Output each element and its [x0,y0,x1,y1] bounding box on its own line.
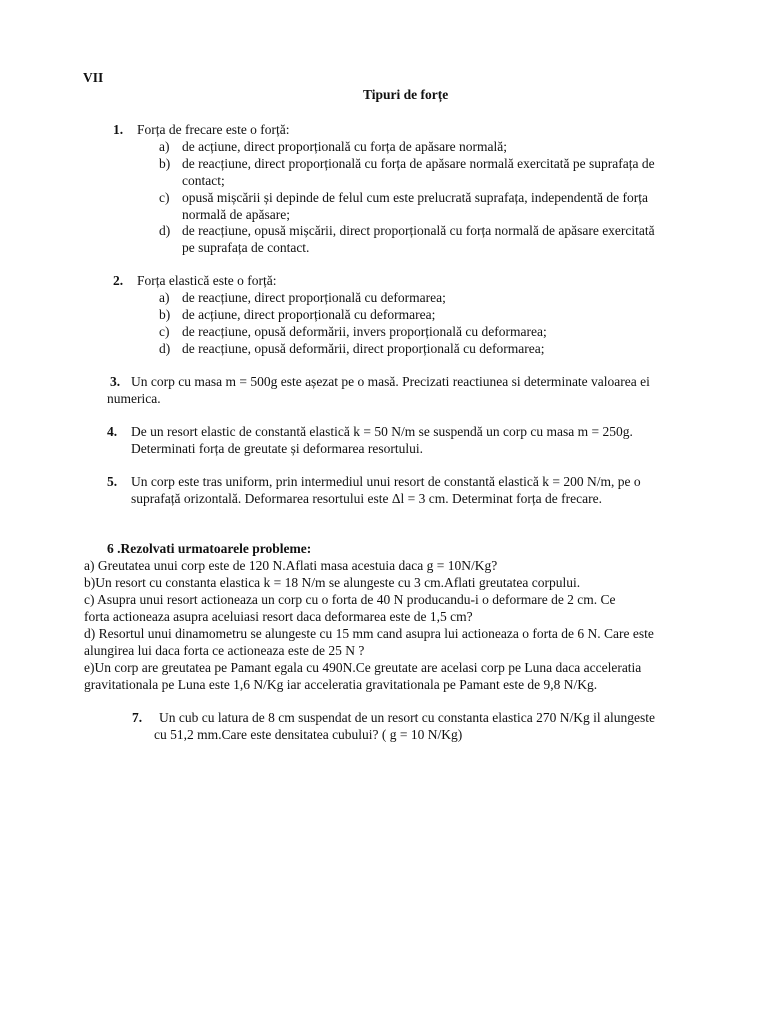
q4-text: De un resort elastic de constantă elastică k = 50 N/m se suspendă un corp cu masa m = 250g. [131,424,633,439]
option-text: de reacțiune, direct proporțională cu forța de apăsare normală exercitată pe suprafața de [182,156,655,171]
list-item: e)Un corp are greutatea pe Pamant egala cu 490N.Ce greutate are acelasi corp pe Luna daca acceleratia [84,660,642,675]
q5-number: 5. [107,474,118,489]
option-text: de reacțiune, opusă deformării, invers proporțională cu deformarea; [182,324,547,339]
option-text: opusă mișcării și depinde de felul cum este prelucrată suprafața, independentă de forța [182,190,648,205]
q5-text: suprafață orizontală. Deformarea resortului este Δl = 3 cm. Determinat forța de frecare. [131,491,602,506]
option-text: contact; [182,173,225,188]
q2-number: 2. [113,273,124,288]
q5-text: Un corp este tras uniform, prin intermediul unui resort de constantă elastică k = 200 N/m, pe o [131,474,641,489]
option-text: de acțiune, direct proporțională cu deformarea; [182,307,436,322]
option-letter: c) [159,190,170,205]
option-letter: b) [159,156,171,171]
option-text: de reacțiune, opusă mișcării, direct proporțională cu forța normală de apăsare exercitată [182,223,655,238]
q1-number: 1. [113,122,124,137]
list-item: c) Asupra unui resort actioneaza un corp cu o forta de 40 N producandu-i o deformare de 2 cm. Ce [84,592,616,607]
q4-text: Determinati forța de greutate și deformarea resortului. [131,441,423,456]
option-letter: c) [159,324,170,339]
option-text: de reacțiune, opusă deformării, direct proporțională cu deformarea; [182,341,545,356]
list-item: forta actioneaza asupra aceluiasi resort daca deformarea este de 1,5 cm? [84,609,473,624]
list-item: b)Un resort cu constanta elastica k = 18 N/m se alungeste cu 3 cm.Aflati greutatea corpului. [84,575,581,590]
option-letter: a) [159,290,170,305]
q2-stem: Forța elastică este o forță: [137,273,277,288]
option-text: de reacțiune, direct proporțională cu deformarea; [182,290,446,305]
q3-text: numerica. [107,391,161,406]
list-item: d) Resortul unui dinamometru se alungeste cu 15 mm cand asupra lui actioneaza o forta de 6 N. Care este [84,626,654,641]
list-item: gravitationala pe Luna este 1,6 N/Kg iar acceleratia gravitationala pe Pamant este de 9,8 N/Kg. [84,677,598,692]
class-label: VII [83,70,104,85]
option-text: normală de apăsare; [182,207,290,222]
q7-text: cu 51,2 mm.Care este densitatea cubului? ( g = 10 N/Kg) [154,727,463,742]
option-text: pe suprafața de contact. [182,240,310,255]
q3-text: Un corp cu masa m = 500g este așezat pe o masă. Precizati reactiunea si determinate valoarea ei [131,374,650,389]
option-letter: a) [159,139,170,154]
q6-heading: 6 .Rezolvati urmatoarele probleme: [107,541,312,556]
option-text: de acțiune, direct proporțională cu forța de apăsare normală; [182,139,507,154]
option-letter: d) [159,223,171,238]
list-item: alungirea lui daca forta ce actioneaza este de 25 N ? [84,643,365,658]
page-title: Tipuri de forțe [363,87,449,102]
q7-text: Un cub cu latura de 8 cm suspendat de un resort cu constanta elastica 270 N/Kg il alungeste [159,710,655,725]
q7-number: 7. [132,710,143,725]
option-letter: d) [159,341,171,356]
q1-stem: Forța de frecare este o forță: [137,122,290,137]
q3-number: 3. [110,374,121,389]
list-item: a) Greutatea unui corp este de 120 N.Aflati masa acestuia daca g = 10N/Kg? [84,558,498,573]
option-letter: b) [159,307,171,322]
q4-number: 4. [107,424,118,439]
